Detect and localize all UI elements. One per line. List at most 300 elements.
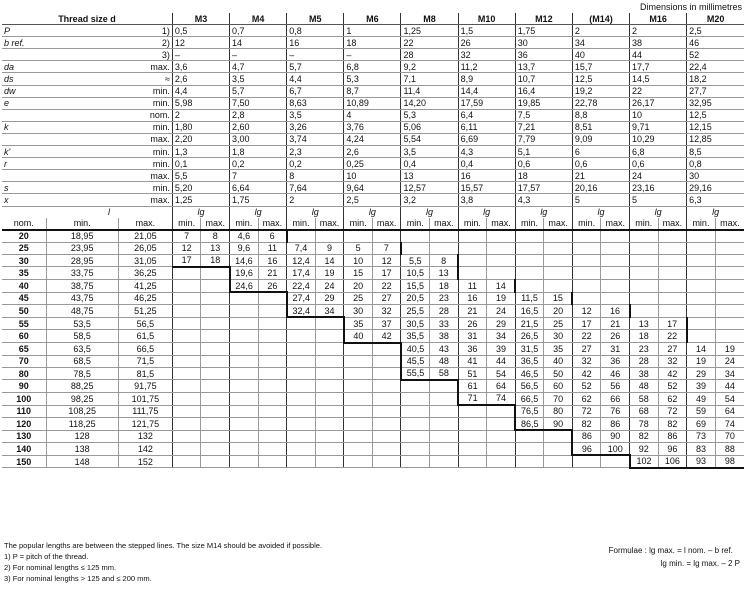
property-value: 6 [572,146,629,158]
lg-label: lg [630,206,687,218]
lg-min-value [630,292,659,305]
size-M14: (M14) [572,13,629,25]
lg-min-value [515,455,544,468]
lg-max-value [201,292,230,305]
lg-min-value: 41 [458,355,487,367]
lg-min-value [344,418,373,431]
property-value: 1,75 [515,25,572,37]
lg-min-value [287,380,316,393]
lg-min-value: 22 [572,330,601,343]
property-value: 5,7 [230,85,287,97]
lg-max-value [658,267,687,280]
lg-min-value [230,355,259,367]
lg-max-value [544,455,573,468]
property-value: 14 [230,37,287,49]
lg-max-value [601,254,630,267]
lg-min-value: 93 [687,455,716,468]
lg-min-value: 29 [687,367,716,380]
length-max: 46,25 [118,292,172,305]
property-value: 5,06 [401,121,458,133]
property-value: 6,4 [458,109,515,121]
lg-label: lg [344,206,401,218]
lg-max-value [258,380,287,393]
lg-max-value: 13 [201,242,230,254]
length-nom: 60 [2,330,46,343]
property-value: 5 [572,194,629,206]
size-M16: M16 [630,13,687,25]
lg-min-value: 21 [458,305,487,318]
size-header-row [2,13,744,25]
lg-min-value [230,292,259,305]
lg-max-label: max. [258,218,287,230]
lg-min-value [344,392,373,405]
length-row [2,443,744,456]
lg-min-value: 7 [172,230,201,243]
property-condition: ≈ [118,73,172,85]
property-value: 2,6 [172,73,229,85]
property-value: 1,25 [401,25,458,37]
lg-min-value: 13 [630,317,659,330]
lg-min-value [687,317,716,330]
lg-max-value [658,292,687,305]
property-value: 10 [344,170,401,182]
property-value: 4 [344,109,401,121]
lg-min-value: 49 [687,392,716,405]
property-value: 0,4 [458,158,515,170]
lg-min-value: 38 [630,367,659,380]
length-row [2,254,744,267]
lg-min-value [230,305,259,318]
lg-min-value [344,455,373,468]
lg-max-value: 17 [372,267,401,280]
lg-min-value: 18 [630,330,659,343]
length-min: 53,5 [46,317,118,330]
property-value: 1,80 [172,121,229,133]
property-value: 19,2 [572,85,629,97]
property-value: 0,4 [401,158,458,170]
lg-min-value [172,280,201,293]
length-nom: 80 [2,367,46,380]
lg-min-value [344,367,373,380]
length-max: 36,25 [118,267,172,280]
lg-min-value [458,418,487,431]
lg-max-value [487,455,516,468]
length-min: 38,75 [46,280,118,293]
lg-max-value [201,367,230,380]
length-l-label: l [46,206,172,218]
property-value: 30 [515,37,572,49]
lg-max-value [658,305,687,318]
lg-max-value: 43 [430,343,459,356]
lg-min-value: 78 [630,418,659,431]
lg-min-value: 25,5 [401,305,430,318]
lg-min-value [172,418,201,431]
property-row [2,121,744,133]
lg-min-label: min. [230,218,259,230]
lg-min-value [287,317,316,330]
property-value: 32,95 [687,97,744,109]
length-row [2,292,744,305]
lg-min-value [458,254,487,267]
lg-min-value [401,242,430,254]
lg-max-value [544,443,573,456]
lg-max-value: 90 [601,430,630,443]
lg-min-value [172,380,201,393]
length-max: 31,05 [118,254,172,267]
property-value: 14,20 [401,97,458,109]
property-symbol [2,170,118,182]
property-value: 24 [630,170,687,182]
lg-min-value [230,330,259,343]
lg-min-value: 23 [630,343,659,356]
length-row [2,267,744,280]
property-value: 17,57 [515,182,572,194]
lg-max-value [715,280,744,293]
lg-max-value [715,267,744,280]
lg-max-value [315,443,344,456]
length-row [2,380,744,393]
lg-label: lg [230,206,287,218]
property-value: 3,26 [287,121,344,133]
length-nom: 150 [2,455,46,468]
lg-max-value: 70 [715,430,744,443]
lg-max-value [430,380,459,393]
property-value: 2,8 [230,109,287,121]
lg-max-value [258,405,287,418]
footnotes [4,540,322,584]
length-header-row [2,206,744,218]
lg-min-value [172,367,201,380]
lg-min-value: 31 [458,330,487,343]
property-value: 27,7 [687,85,744,97]
lg-max-value [487,254,516,267]
lg-max-value [430,455,459,468]
lg-max-value [315,355,344,367]
property-row [2,146,744,158]
lg-max-value [258,455,287,468]
lg-min-value [172,430,201,443]
property-value: 5,98 [172,97,229,109]
property-value: 28 [401,49,458,61]
property-symbol: dw [2,85,118,97]
lg-max-value: 58 [430,367,459,380]
lg-label: lg [572,206,629,218]
lg-max-value [315,367,344,380]
lg-max-value: 8 [430,254,459,267]
property-value: 14,4 [458,85,515,97]
lg-min-value: 86,5 [515,418,544,431]
lg-max-value: 24 [315,280,344,293]
lg-max-value: 72 [658,405,687,418]
lg-max-value [201,267,230,280]
property-value: 46 [687,37,744,49]
property-value: 18 [344,37,401,49]
lg-max-value [372,230,401,243]
length-row [2,392,744,405]
lg-min-value: 25 [344,292,373,305]
lg-min-value [630,230,659,243]
property-value: 17,7 [630,61,687,73]
lg-min-value: 10,5 [401,267,430,280]
length-nom: 140 [2,443,46,456]
lg-max-value: 37 [372,317,401,330]
dimensions-note: Dimensions in millimetres [639,2,742,12]
lg-min-value [401,230,430,243]
length-min: 108,25 [46,405,118,418]
property-value: 4,4 [172,85,229,97]
dimension-table [2,13,744,469]
property-value: 7,64 [287,182,344,194]
property-value: – [230,49,287,61]
length-row [2,455,744,468]
lg-min-value: 11 [458,280,487,293]
lg-max-value: 66 [601,392,630,405]
property-value: 30 [687,170,744,182]
property-value: 4,24 [344,133,401,145]
property-condition: max. [118,133,172,145]
length-max: 71,5 [118,355,172,367]
lg-min-value [287,443,316,456]
lg-max-value: 32 [372,305,401,318]
property-value: 11,4 [401,85,458,97]
lg-min-value [687,230,716,243]
lg-min-value: 40 [344,330,373,343]
property-row [2,61,744,73]
lg-min-value: 16 [458,292,487,305]
property-value: 5,1 [515,146,572,158]
lg-min-value [172,317,201,330]
lg-max-value [201,355,230,367]
length-nom: 65 [2,343,46,356]
property-value: 7 [230,170,287,182]
property-value: 10,7 [515,73,572,85]
lg-min-value [401,405,430,418]
lg-min-label: min. [458,218,487,230]
property-value: 3,74 [287,133,344,145]
length-max: 66,5 [118,343,172,356]
property-value: 44 [630,49,687,61]
lg-min-value: 12,4 [287,254,316,267]
property-symbol: e [2,97,118,109]
lg-max-label: max. [601,218,630,230]
property-value: 7,79 [515,133,572,145]
lg-min-value [230,405,259,418]
property-condition: 2) [118,37,172,49]
lg-min-value [230,418,259,431]
lg-max-value: 32 [658,355,687,367]
property-value: 1,3 [172,146,229,158]
lg-max-value [487,242,516,254]
property-condition: min. [118,158,172,170]
property-symbol: s [2,182,118,194]
property-value: 2,5 [344,194,401,206]
property-value: 8,7 [344,85,401,97]
property-value: 3,00 [230,133,287,145]
length-min: 68,5 [46,355,118,367]
lg-max-value: 54 [487,367,516,380]
property-value: 15,7 [572,61,629,73]
lg-max-value [544,230,573,243]
property-value: 9,09 [572,133,629,145]
lg-min-value [287,430,316,443]
property-value: 2 [572,25,629,37]
lg-max-value: 44 [487,355,516,367]
property-value: 0,6 [572,158,629,170]
property-value: 9,2 [401,61,458,73]
lg-min-value: 15 [344,267,373,280]
lg-max-value: 35 [544,343,573,356]
property-value: 7,50 [230,97,287,109]
lg-max-value: 42 [658,367,687,380]
lg-max-value [372,443,401,456]
lg-min-value: 73 [687,430,716,443]
property-value: 2 [630,25,687,37]
lg-min-value: 20 [344,280,373,293]
property-value: 1,5 [458,25,515,37]
lg-min-value [630,280,659,293]
lg-min-value [458,455,487,468]
property-value: 0,2 [230,158,287,170]
lg-min-value: 69 [687,418,716,431]
lg-max-value: 82 [658,418,687,431]
length-min: 98,25 [46,392,118,405]
length-min: 33,75 [46,267,118,280]
lg-max-value [544,430,573,443]
lg-min-value: 76,5 [515,405,544,418]
lg-min-value: 61 [458,380,487,393]
lg-max-value: 48 [430,355,459,367]
lg-min-value: 9,6 [230,242,259,254]
length-max: 56,5 [118,317,172,330]
lg-min-value: 82 [630,430,659,443]
lg-min-value [287,405,316,418]
lg-min-value [515,443,544,456]
lg-min-value [630,267,659,280]
lg-min-value: 39 [687,380,716,393]
property-value: 52 [687,49,744,61]
lg-min-value: 59 [687,405,716,418]
lg-min-value: 42 [572,367,601,380]
length-min: 18,95 [46,230,118,243]
lg-label: lg [401,206,458,218]
lg-min-label: min. [572,218,601,230]
lg-min-value: 19 [687,355,716,367]
lg-min-value: 24,6 [230,280,259,293]
lg-max-value: 21 [258,267,287,280]
lg-max-value [658,242,687,254]
lg-min-value [230,443,259,456]
lg-max-value [201,430,230,443]
property-value: 3,5 [230,73,287,85]
length-nom: 50 [2,305,46,318]
property-value: 1,75 [230,194,287,206]
property-value: 3,5 [287,109,344,121]
lg-min-value [687,305,716,318]
lg-min-value: 15,5 [401,280,430,293]
nom-label: nom. [2,218,46,230]
property-value: 1,8 [230,146,287,158]
property-value: 0,25 [344,158,401,170]
lg-label: lg [287,206,344,218]
lg-min-value [172,392,201,405]
property-value: 2,3 [287,146,344,158]
property-row [2,182,744,194]
lg-max-value [372,418,401,431]
property-value: 2,60 [230,121,287,133]
length-max: 21,05 [118,230,172,243]
lg-min-value: 82 [572,418,601,431]
lg-max-value [372,455,401,468]
lg-max-value: 76 [601,405,630,418]
lg-max-value: 34 [715,367,744,380]
property-condition: min. [118,121,172,133]
lg-min-value: 66,5 [515,392,544,405]
lg-min-value [287,392,316,405]
length-min: 43,75 [46,292,118,305]
property-value: – [344,49,401,61]
length-nom: 120 [2,418,46,431]
property-condition: min. [118,182,172,194]
lg-min-value [515,242,544,254]
lg-max-value [372,392,401,405]
lg-min-value [630,242,659,254]
property-value: 22 [401,37,458,49]
property-value: 22,78 [572,97,629,109]
property-value: 16 [458,170,515,182]
lg-max-value: 14 [487,280,516,293]
length-min: 118,25 [46,418,118,431]
length-nom: 70 [2,355,46,367]
lg-max-value: 62 [658,392,687,405]
property-value: 5,3 [401,109,458,121]
lg-max-value [544,280,573,293]
lg-max-value: 56 [601,380,630,393]
property-value: 12,5 [572,73,629,85]
property-value: 18,2 [687,73,744,85]
lg-min-value [630,305,659,318]
property-value: 6,8 [344,61,401,73]
property-value: 12 [172,37,229,49]
lg-min-value: 26 [458,317,487,330]
lg-max-value: 50 [544,367,573,380]
property-value: 6,7 [287,85,344,97]
lg-min-value [230,317,259,330]
property-value: 2,5 [687,25,744,37]
lg-min-value: 30 [344,305,373,318]
lg-max-value [715,317,744,330]
lg-max-value [601,267,630,280]
length-max: 41,25 [118,280,172,293]
property-value: 17,59 [458,97,515,109]
lg-min-value [401,392,430,405]
l-max-label: max. [118,218,172,230]
property-value: 5,5 [172,170,229,182]
lg-max-value [201,443,230,456]
lg-max-value [430,242,459,254]
length-max: 142 [118,443,172,456]
length-max: 51,25 [118,305,172,318]
property-value: 38 [630,37,687,49]
lg-max-value: 60 [544,380,573,393]
lg-min-value [230,343,259,356]
lg-min-value: 71 [458,392,487,405]
lg-max-value: 24 [715,355,744,367]
l-min-label: min. [46,218,118,230]
lg-max-value: 33 [430,317,459,330]
lg-min-value: 16,5 [515,305,544,318]
lg-max-value: 74 [715,418,744,431]
lg-min-value: 22,4 [287,280,316,293]
